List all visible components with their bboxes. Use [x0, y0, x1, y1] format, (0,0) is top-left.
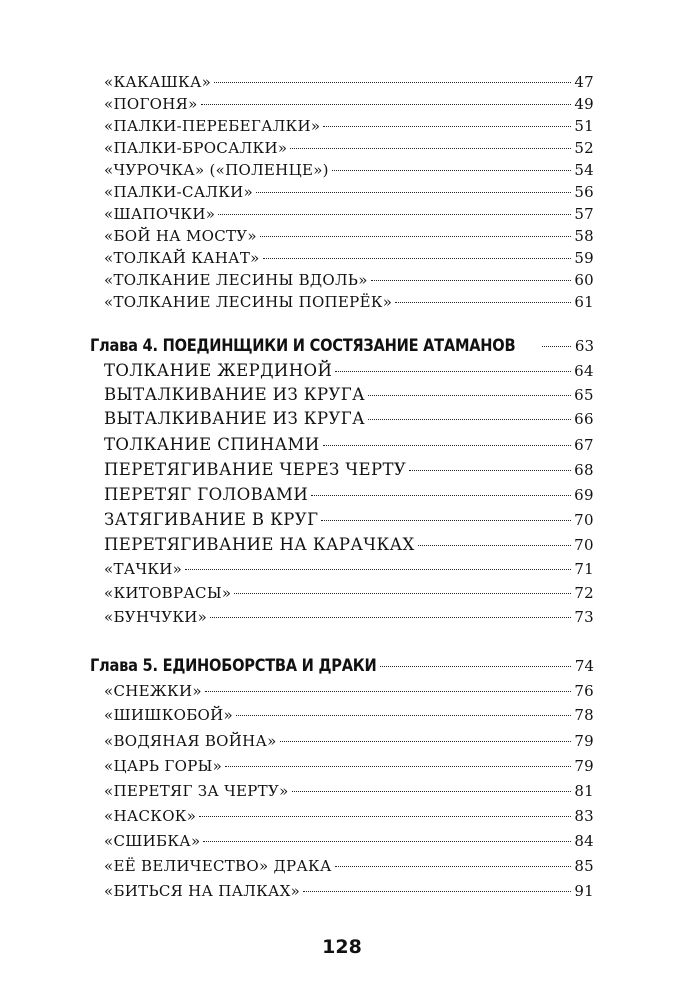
toc-entry-page: 60	[574, 271, 594, 289]
chapter-title: Глава 4. ПОЕДИНЩИКИ И СОСТЯЗАНИЕ АТАМАНОВ	[90, 336, 516, 356]
toc-entry-page: 81	[574, 782, 594, 800]
toc-subsection[interactable]	[104, 409, 594, 433]
leader-dots	[323, 126, 571, 127]
toc-entry-title: «ТОЛКАНИЕ ЛЕСИНЫ ПОПЕРЁК»	[104, 293, 393, 311]
toc-entry-page: 91	[574, 882, 594, 900]
toc-entry-page: 68	[574, 461, 594, 479]
toc-entry[interactable]	[104, 205, 594, 227]
leader-dots	[234, 593, 571, 594]
toc-entry[interactable]	[104, 782, 594, 804]
toc-entry-page: 70	[574, 511, 594, 529]
toc-entry[interactable]	[104, 117, 594, 139]
toc-entry[interactable]	[104, 706, 594, 728]
leader-dots	[371, 280, 572, 281]
toc-entry-title: «КИТОВРАСЫ»	[104, 584, 232, 602]
leader-dots	[263, 258, 572, 259]
leader-dots	[368, 419, 571, 420]
leader-dots	[542, 346, 571, 347]
page-number: 128	[322, 936, 362, 958]
toc-subsection[interactable]	[104, 385, 594, 409]
leader-dots	[292, 791, 572, 792]
leader-dots	[280, 741, 572, 742]
toc-subsection[interactable]	[104, 535, 594, 559]
toc-entry-page: 65	[574, 386, 594, 404]
leader-dots	[185, 569, 571, 570]
toc-entry-title: «ЕЁ ВЕЛИЧЕСТВО» ДРАКА	[104, 857, 332, 875]
toc-entry-title: «БОЙ НА МОСТУ»	[104, 227, 257, 245]
toc-entry[interactable]	[104, 293, 594, 315]
toc-entry[interactable]	[104, 227, 594, 249]
toc-entry[interactable]	[104, 183, 594, 205]
toc-entry-page: 83	[574, 807, 594, 825]
toc-entry-page: 56	[574, 183, 594, 201]
leader-dots	[323, 445, 572, 446]
chapter-page: 63	[574, 337, 594, 355]
toc-entry[interactable]	[104, 249, 594, 271]
leader-dots	[321, 520, 571, 521]
toc-entry[interactable]	[104, 139, 594, 161]
toc-entry-page: 79	[574, 757, 594, 775]
toc-entry-title: «БИТЬСЯ НА ПАЛКАХ»	[104, 882, 301, 900]
toc-entry[interactable]	[104, 584, 594, 606]
toc-entry-title: ЗАТЯГИВАНИЕ В КРУГ	[104, 510, 319, 529]
leader-dots	[409, 470, 571, 471]
chapter-4-heading[interactable]	[90, 336, 594, 362]
toc-entry-title: ТОЛКАНИЕ СПИНАМИ	[104, 435, 320, 454]
toc-entry-page: 72	[574, 584, 594, 602]
toc-entry[interactable]	[104, 882, 594, 904]
toc-entry-title: «ПАЛКИ-САЛКИ»	[104, 183, 254, 201]
toc-subsection[interactable]	[104, 510, 594, 534]
toc-entry-page: 67	[574, 436, 594, 454]
toc-entry-title: «ВОДЯНАЯ ВОЙНА»	[104, 732, 277, 750]
leader-dots	[203, 841, 571, 842]
toc-subsection[interactable]	[104, 361, 594, 385]
toc-entry-page: 59	[574, 249, 594, 267]
toc-entry-page: 47	[574, 73, 594, 91]
leader-dots	[335, 371, 571, 372]
toc-entry-title: «БУНЧУКИ»	[104, 608, 208, 626]
leader-dots	[210, 617, 571, 618]
toc-entry-title: ПЕРЕТЯГИВАНИЕ ЧЕРЕЗ ЧЕРТУ	[104, 460, 407, 479]
toc-entry-title: «ТОЛКАНИЕ ЛЕСИНЫ ВДОЛЬ»	[104, 271, 368, 289]
leader-dots	[218, 214, 571, 215]
toc-entry-page: 57	[574, 205, 594, 223]
leader-dots	[205, 691, 572, 692]
toc-entry-title: ВЫТАЛКИВАНИЕ ИЗ КРУГА	[104, 409, 366, 428]
toc-entry-page: 54	[574, 161, 594, 179]
toc-entry-title: «ЦАРЬ ГОРЫ»	[104, 757, 223, 775]
leader-dots	[335, 866, 572, 867]
toc-entry-title: ПЕРЕТЯГИВАНИЕ НА КАРАЧКАХ	[104, 535, 415, 554]
toc-entry-title: «КАКАШКА»	[104, 73, 212, 91]
toc-entry-title: «ТАЧКИ»	[104, 560, 183, 578]
leader-dots	[303, 891, 571, 892]
toc-entry-page: 71	[574, 560, 594, 578]
toc-entry[interactable]	[104, 608, 594, 630]
leader-dots	[236, 715, 571, 716]
toc-entry-title: «ШАПОЧКИ»	[104, 205, 216, 223]
toc-entry[interactable]	[104, 682, 594, 704]
toc-entry[interactable]	[104, 73, 594, 95]
toc-entry-title: «НАСКОК»	[104, 807, 197, 825]
toc-entry-title: «ТОЛКАЙ КАНАТ»	[104, 249, 260, 267]
leader-dots	[199, 816, 571, 817]
chapter-page: 74	[574, 657, 594, 675]
toc-subsection[interactable]	[104, 460, 594, 484]
leader-dots	[256, 192, 571, 193]
toc-entry-page: 51	[574, 117, 594, 135]
leader-dots	[418, 545, 571, 546]
leader-dots	[380, 666, 571, 667]
chapter-5-heading[interactable]	[90, 656, 594, 682]
toc-entry-page: 64	[574, 362, 594, 380]
toc-entry[interactable]	[104, 807, 594, 829]
leader-dots	[290, 148, 571, 149]
toc-entry[interactable]	[104, 560, 594, 582]
toc-subsection[interactable]	[104, 485, 594, 509]
leader-dots	[368, 395, 571, 396]
toc-entry-page: 61	[574, 293, 594, 311]
leader-dots	[332, 170, 571, 171]
toc-entry-title: «ПЕРЕТЯГ ЗА ЧЕРТУ»	[104, 782, 289, 800]
toc-entry-page: 76	[574, 682, 594, 700]
toc-entry[interactable]	[104, 271, 594, 293]
toc-entry-page: 70	[574, 536, 594, 554]
leader-dots	[395, 302, 571, 303]
toc-entry-title: ВЫТАЛКИВАНИЕ ИЗ КРУГА	[104, 385, 366, 404]
toc-entry-page: 78	[574, 706, 594, 724]
toc-entry-title: «ШИШКОБОЙ»	[104, 706, 233, 724]
leader-dots	[260, 236, 571, 237]
leader-dots	[201, 104, 572, 105]
toc-entry[interactable]	[104, 161, 594, 183]
toc-entry-page: 52	[574, 139, 594, 157]
toc-entry[interactable]	[104, 857, 594, 879]
toc-entry-title: «ЧУРОЧКА» («ПОЛЕНЦЕ»)	[104, 161, 329, 179]
toc-subsection[interactable]	[104, 435, 594, 459]
toc-entry-title: ПЕРЕТЯГ ГОЛОВАМИ	[104, 485, 309, 504]
toc-entry[interactable]	[104, 95, 594, 117]
toc-entry[interactable]	[104, 732, 594, 754]
toc-entry[interactable]	[104, 832, 594, 854]
toc-entry-title: «СШИБКА»	[104, 832, 201, 850]
toc-entry-page: 85	[574, 857, 594, 875]
toc-entry-page: 69	[574, 486, 594, 504]
toc-entry-title: «ПАЛКИ-БРОСАЛКИ»	[104, 139, 288, 157]
toc-entry-page: 66	[574, 410, 594, 428]
toc-entry-title: ТОЛКАНИЕ ЖЕРДИНОЙ	[104, 361, 333, 380]
leader-dots	[225, 766, 571, 767]
toc-entry[interactable]	[104, 757, 594, 779]
toc-entry-title: «ПАЛКИ-ПЕРЕБЕГАЛКИ»	[104, 117, 321, 135]
toc-entry-page: 58	[574, 227, 594, 245]
leader-dots	[311, 495, 571, 496]
toc-entry-page: 84	[574, 832, 594, 850]
toc-entry-page: 79	[574, 732, 594, 750]
toc-entry-page: 49	[574, 95, 594, 113]
toc-entry-title: «ПОГОНЯ»	[104, 95, 198, 113]
toc-entry-page: 73	[574, 608, 594, 626]
chapter-title: Глава 5. ЕДИНОБОРСТВА И ДРАКИ	[90, 656, 377, 676]
toc-entry-title: «СНЕЖКИ»	[104, 682, 202, 700]
leader-dots	[214, 82, 571, 83]
